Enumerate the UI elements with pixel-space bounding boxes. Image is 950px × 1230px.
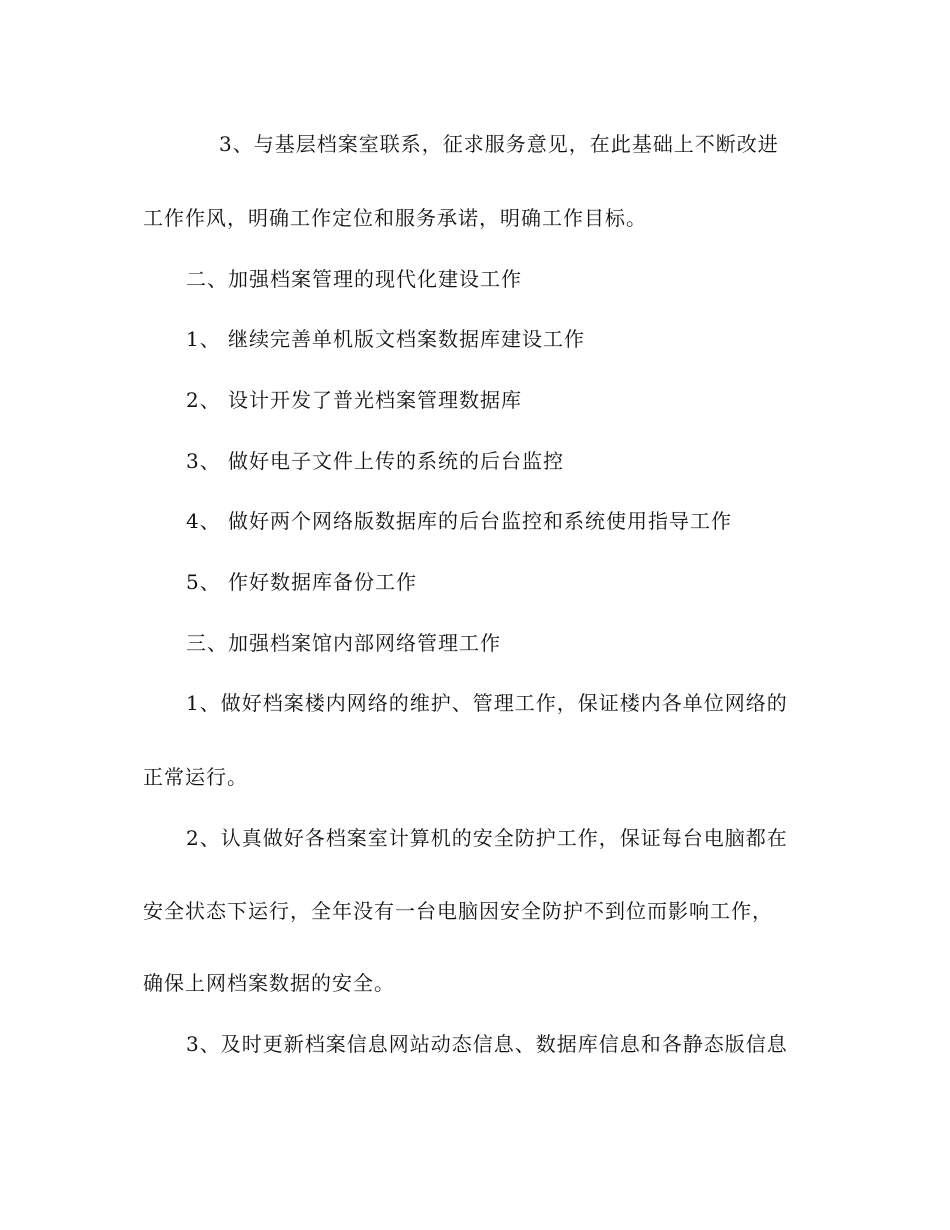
- list-item: [186, 387, 866, 413]
- section-heading: 三、加强档案馆内部网络管理工作: [186, 631, 501, 655]
- list-item: [186, 326, 866, 352]
- list-item-number: 2、: [186, 388, 221, 412]
- list-item-number: 1、: [186, 327, 221, 351]
- list-item: [186, 569, 866, 595]
- paragraph-line: 3、及时更新档案信息网站动态信息、数据库信息和各静态版信息: [186, 1032, 788, 1056]
- paragraph-line: 正常运行。: [143, 765, 248, 789]
- list-item-text: 做好电子文件上传的系统的后台监控: [228, 449, 564, 473]
- list-item-number: 5、: [186, 570, 221, 594]
- paragraph-line: 确保上网档案数据的安全。: [143, 971, 395, 995]
- list-item-text: 继续完善单机版文档案数据库建设工作: [228, 327, 585, 351]
- section-heading: 二、加强档案管理的现代化建设工作: [186, 267, 522, 291]
- paragraph-line: 1、做好档案楼内网络的维护、管理工作，保证楼内各单位网络的: [186, 691, 788, 715]
- list-item: [186, 448, 866, 474]
- list-item-text: 做好两个网络版数据库的后台监控和系统使用指导工作: [228, 509, 732, 533]
- list-item-number: 4、: [186, 509, 221, 533]
- list-item: [186, 508, 866, 534]
- paragraph-line: 2、认真做好各档案室计算机的安全防护工作，保证每台电脑都在: [186, 826, 788, 850]
- paragraph-line: 工作作风，明确工作定位和服务承诺，明确工作目标。: [143, 206, 647, 230]
- list-item-text: 设计开发了普光档案管理数据库: [228, 388, 522, 412]
- list-item-number: 3、: [186, 449, 221, 473]
- list-item-text: 作好数据库备份工作: [228, 570, 417, 594]
- paragraph-line: 3、与基层档案室联系，征求服务意见，在此基础上不断改进: [219, 132, 779, 156]
- paragraph-line: 安全状态下运行，全年没有一台电脑因安全防护不到位而影响工作，: [143, 899, 773, 923]
